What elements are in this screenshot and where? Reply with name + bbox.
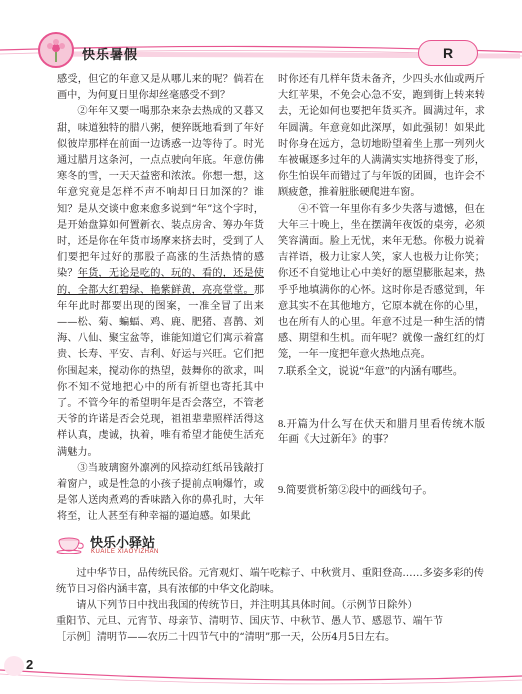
top-band xyxy=(0,0,522,14)
left-para-1: 感受，但它的年意又是从哪儿来的呢？倘若在画中，为何夏日里你却丝毫感受不到？ xyxy=(57,74,264,102)
bottom-para-1: 过中华节日，品传统民俗。元宵观灯、端午吃粽子、中秋赏月、重阳登高……多姿多彩的传统节日习俗内涵丰富，具有浓郁的中华文化韵味。 xyxy=(56,568,484,595)
page-number: 2 xyxy=(26,657,34,672)
para-2-part-b: 那年年此时都要出现的图案，一准全冒了出来——松、菊、蝙蝠、鸡、鹿、肥猪、喜鹊、刘海、八仙、聚宝盆等，谁能知道它们寓示着富贵、长寿、平安、吉利、好运与兴旺。它们把你围起来，搅动你的热望，鼓舞你的欲求，叫你不知不觉地把心中的所有祈望也寄托其中了。不管今年的希望明年是否会落空，不管老天爷的许诺是否会兑现，祖祖辈辈照样活得这样认真，虔诚，执着，唯有希望才能使生活充满魅力。 xyxy=(57,284,264,458)
example-label: ［示例］ xyxy=(56,632,97,643)
right-para-1: 时你还有几样年货未备齐，少四头水仙或两斤大红苹果，不免会心急不安，跑到街上转来转去，无论如何也要把年货买齐。圆满过年，求年圆满。年意竟如此深厚，如此强韧！如果此时你身在远方，急切地盼望着坐上那一列列火车被碾逐多过年的人满满实实地挤得变了形，你生怕误年而错过了与年饭的团圆，也许会不顾疲惫，推着脏胀硬爬进车窗。 xyxy=(278,74,485,199)
right-column xyxy=(278,72,485,498)
tea-cup-icon xyxy=(56,532,86,554)
section-subtitle: KUAILE XIAOYIZHAN xyxy=(91,549,159,555)
section-header xyxy=(56,530,256,558)
bottom-para-2: 请从下列节日中找出我国的传统节日，并注明其具体时间。（示例节日除外） xyxy=(76,600,418,611)
question-8: 8.开篇为什么写在伏天和腊月里看传统木版年画《大过新年》的事？ xyxy=(278,418,485,445)
left-para-3: ③当玻璃窗外凛冽的风捺动红纸吊钱敲打着窗户，或是性急的小孩子提前点响爆竹，或是邻人送肉煮鸡的香味踏入你的鼻孔时，大年将至，让人甚至有种幸福的逼迫感。如果此 xyxy=(57,462,264,523)
left-column xyxy=(57,72,264,526)
para-2-part-a: ②年年又要一喝那杂来杂去热成的又暮又甜，味道独特的腊八粥，便猝既地看到了年好似彼岸那样在前面一边诱惑一边等待了。时光通过腊月这条河，一点点驶向年底。年意仿佛寒冬的雪，一天天益密和浓浓。你想一想，这年意究竟是怎样不声不响却日日加深的？谁知？是从交谈中愈来愈多说到“年”这个字时，是开始盘算如何置新衣、装点房舍、筹办年货时，还是你在年货市场摩来挤去时，受到了人们要把年过好的那股子高涨的生活热情的感染？ xyxy=(57,106,264,280)
question-7: 7.联系全文，说说“年意”的内涵有哪些。 xyxy=(278,365,464,377)
festival-list: 重阳节、元旦、元宵节、母亲节、清明节、国庆节、中秋节、愚人节、感恩节、端午节 xyxy=(56,616,444,627)
page-header xyxy=(0,14,522,72)
left-para-2 xyxy=(57,104,264,460)
page-header-title: 快乐暑假 xyxy=(82,48,139,63)
underlined-sentence: 年货，无论是吃的、玩的、看的，还是使的，全都大红碧绿、艳紫鲜黄，亮亮堂堂。 xyxy=(57,268,264,296)
bottom-section xyxy=(56,566,486,646)
flower-logo-icon xyxy=(38,32,74,68)
right-para-2: ④不管一年里你有多少失落与遗憾，但在大年三十晚上，坐在摆满年夜饭的桌旁，必须笑容满面。脸上无忧，来年无愁。你极力说着吉祥语，极力让家人笑，家人也极力让你笑；你还不自觉地让心中美好的愿望膨胀起来，热乎乎地填满你的心怀。这时你是否感觉到，年意其实不在其他地方，它原本就在你的心里，也在所有人的心里。年意不过是一种生活的情感、期望和生机。而年呢？就像一盏红红的灯笼，一年一度把年意火热地点亮。 xyxy=(278,203,485,361)
grade-badge: R xyxy=(418,40,478,66)
section-title: 快乐小驿站 xyxy=(90,535,156,550)
question-9: 9.简要赏析第②段中的画线句子。 xyxy=(278,484,433,496)
example-text: 清明节——农历二十四节气中的“清明”那一天，公历4月5日左右。 xyxy=(96,632,396,643)
footer-decoration xyxy=(0,640,522,694)
